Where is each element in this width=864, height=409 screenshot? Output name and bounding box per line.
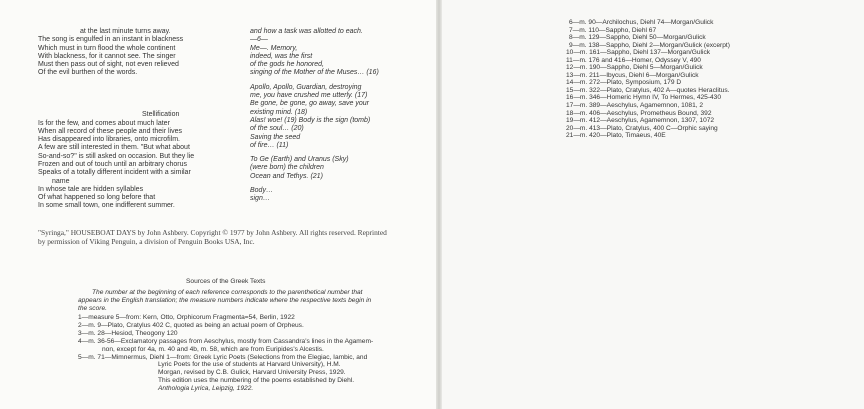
source-entry: 14—m. 272—Plato, Symposium, 179 D (566, 79, 682, 87)
intro-line: appears in the English translation; the measure numbers indicate where the respective texts begin in (78, 296, 372, 304)
poem-line: —6— (250, 36, 268, 44)
source-entry: 17—m. 389—Aeschylus, Agamemnon, 1081, 2 (566, 102, 704, 110)
poem-line: Frozen and out of touch until an arbitrary chorus (38, 160, 188, 168)
source-entry: Lyric Poets for the use of students at Harvard University), H.M. (158, 361, 341, 369)
credit-line: "Syringa," HOUSEBOAT DAYS by John Ashbery. Copyright © 1977 by John Ashbery. All rights reserved. Reprinted (38, 228, 387, 237)
source-entry: non, except for 4a, m. 40 and 4b, m. 58, which are from Euripides's Alcestis. (102, 345, 324, 353)
poem-line: me, you have crushed me utterly. (17) (250, 92, 368, 100)
source-entry: 7—m. 110—Sappho, Diehl 67 (569, 26, 657, 34)
poem-line: A few are still interested in them. "But what about (38, 144, 190, 152)
poem-line: In some small town, one indifferent summer. (38, 202, 175, 210)
source-entry: 13—m. 211—Ibycus, Diehl 6—Morgan/Gulick (566, 71, 699, 79)
poem-line: Of what happened so long before that (38, 194, 156, 202)
poem-line: Me—. Memory, (250, 44, 298, 52)
poem-line: Body… (250, 187, 273, 195)
poem-line: Of the evil burthen of the words. (38, 69, 138, 77)
sources-list (78, 314, 373, 393)
source-entry: 4—m. 36-56—Exclamatory passages from Aeschylus, mostly from Cassandra's lines in the Agamem- (78, 337, 374, 345)
poem-line: of the gods he honored, (250, 61, 324, 69)
intro-line: the score. (78, 304, 107, 312)
poem-line: Alas! woe! (19) Body is the sign (tomb) (250, 116, 371, 124)
source-entry: 18—m. 406—Aeschylus, Prometheus Bound, 392 (566, 109, 712, 117)
sources-intro (78, 289, 371, 313)
poem-line: Ocean and Tethys. (21) (250, 172, 323, 180)
poem-stanza-2 (38, 120, 194, 211)
poem-stanza-1-body (38, 36, 183, 77)
poem-stanza-1 (80, 28, 171, 36)
source-entry: 21—m. 420—Plato, Timaeus, 40E (566, 132, 666, 140)
source-entry: 1—measure 5—from: Kern, Otto, Orphicorum Fragmenta=54, Berlin, 1922 (78, 314, 295, 321)
book-spine (436, 0, 442, 409)
poem-line: Has disappeared into libraries, onto microfilm. (38, 136, 181, 144)
poem-line: To Ge (Earth) and Uranus (Sky) (250, 156, 349, 164)
poem-line: Saving the seed (250, 133, 301, 141)
source-entry: 3—m. 28—Hesiod, Theogony 120 (78, 329, 178, 337)
source-entry: 10—m. 161—Sappho, Diehl 137—Morgan/Gulick (566, 49, 711, 57)
source-entry: Morgan, revised by C.B. Gulick, Harvard University Press, 1929. (158, 369, 346, 377)
poem-line: Speaks of a totally different incident with a similar (38, 169, 191, 177)
source-entry: 5—m. 71—Mimnermus, Diehl 1—from: Greek Lyric Poets (Selections from the Elegiac, Iambic, and (78, 353, 368, 361)
credit-line: by permission of Viking Penguin, a division of Penguin Books USA, Inc. (38, 237, 255, 247)
source-entry: Anthologia Lyrica, Leipzig, 1922. (158, 385, 254, 393)
poem-line: Is for the few, and comes about much later (38, 119, 170, 127)
source-entry: 2—m. 9—Plato, Cratylus 402 C, quoted as being an actual poem of Orpheus. (78, 321, 304, 329)
source-entry: 6—m. 90—Archilochus, Diehl 74—Morgan/Gulick (569, 19, 714, 26)
poem-line: In whose tale are hidden syllables (38, 185, 144, 193)
poem-title-stellification: Stellification (142, 111, 180, 118)
source-entry: 9—m. 138—Sappho, Diehl 2—Morgan/Gulick (excerpt) (569, 41, 730, 49)
source-entry: 20—m. 413—Plato, Cratylus, 400 C—Orphic saying (566, 124, 718, 132)
poem-line: Be gone, be gone, go away, save your (250, 100, 369, 108)
poem-line: Must then pass out of sight, not even relieved (38, 61, 179, 69)
poem-line: existing mind. (18) (250, 108, 308, 116)
poem-line: singing of the Mother of the Muses… (16) (250, 69, 379, 77)
poem-line: at the last minute turns away. (80, 28, 171, 35)
source-entry: 12—m. 190—Sappho, Diehl 5—Morgan/Gulick (566, 64, 703, 72)
poem-line: sign… (250, 195, 270, 203)
source-entry: 8—m. 129—Sappho, Diehl 50—Morgan/Gulick (569, 34, 706, 42)
poem-line: of fire… (11) (250, 141, 289, 149)
source-entry: 16—m. 346—Homeric Hymn IV, To Hermes, 425-430 (566, 94, 722, 102)
poem-line: So-and-so?" is still asked on occasion. But they lie (38, 152, 195, 160)
poem-line: Which must in turn flood the whole continent (38, 44, 176, 52)
source-entry: This edition uses the numbering of the poems established by Diehl. (158, 377, 355, 385)
poem-line: of the soul… (20) (250, 125, 304, 133)
poem-line: With blackness, for it cannot see. The singer (38, 52, 176, 60)
source-entry: 11—m. 176 and 416—Homer, Odyssey V, 490 (566, 56, 701, 64)
poem-line: The song is engulfed in an instant in blackness (38, 36, 184, 44)
poem-line: indeed, was the first (250, 52, 313, 60)
poem-line: name (52, 177, 70, 185)
poem-line: Apollo, Apollo, Guardian, destroying (250, 83, 362, 91)
intro-line: The number at the beginning of each reference corresponds to the parenthetical number that (92, 289, 363, 296)
poem-line: (were born) the children (250, 164, 324, 172)
poem-line: and how a task was allotted to each. (250, 28, 363, 35)
source-entry: 19—m. 412—Aeschylus, Agamemnon, 1307, 1072 (566, 117, 715, 125)
greek-sources-list (566, 19, 730, 140)
source-entry: 15—m. 322—Plato, Cratylus, 402 A—quotes Heraclitus. (566, 86, 730, 94)
poem-line: When all record of these people and their lives (38, 127, 182, 135)
copyright-credit (38, 228, 387, 247)
poem-translation (250, 28, 379, 204)
sources-title: Sources of the Greek Texts (186, 278, 266, 285)
